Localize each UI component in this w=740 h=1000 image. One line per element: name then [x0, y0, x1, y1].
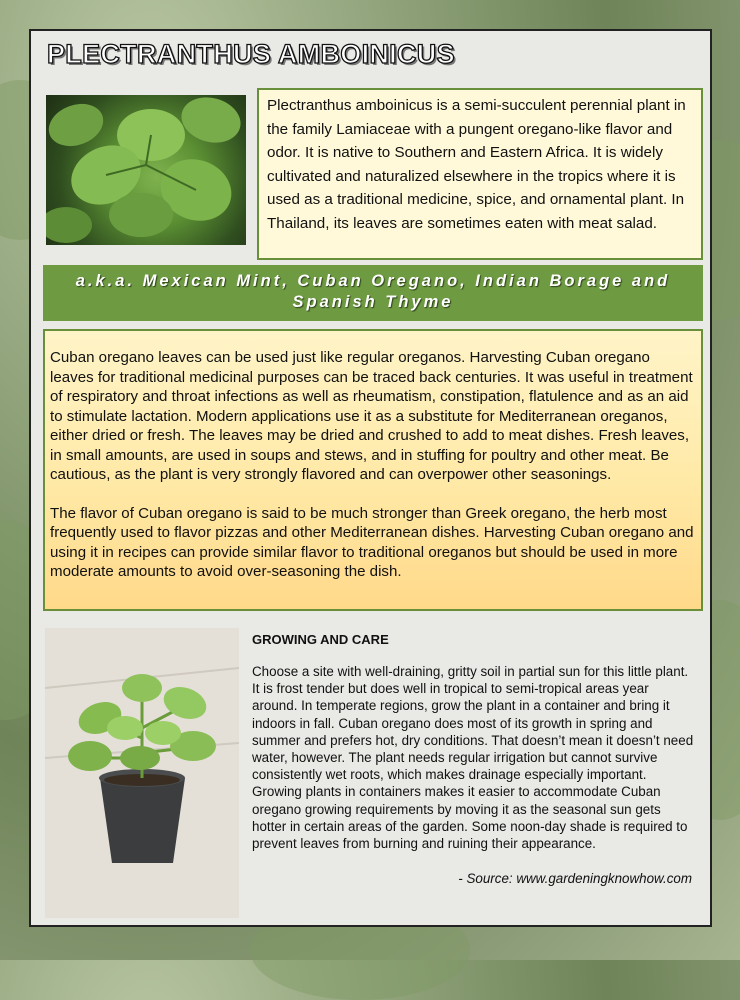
intro-box: Plectranthus amboinicus is a semi-succulent perennial plant in the family Lamiaceae with a pungent oregano-like flavor and odor. It is native to Southern and Eastern Africa. It is widely cultivated and naturalized elsewhere in the tropics where it is used as a traditional medicine, spice, and ornamental plant. In Thailand, its leaves are sometimes eaten with meat salad. — [257, 88, 703, 260]
uses-box — [43, 329, 703, 611]
uses-paragraph-2: The flavor of Cuban oregano is said to be much stronger than Greek oregano, the herb most frequently used to flavor pizzas and other Mediterranean dishes. Harvesting Cuban oregano and using it in recipes can provide similar flavor to traditional oreganos but should be used in more moderate amounts to avoid over-seasoning the dish. — [50, 504, 694, 580]
potted-plant-photo — [45, 628, 239, 918]
content-panel — [29, 29, 712, 927]
source-credit: - Source: www.gardeningknowhow.com — [458, 871, 692, 886]
potted-plant-illustration — [45, 628, 239, 918]
growing-text: Choose a site with well-draining, gritty soil in partial sun for this little plant. It is frost tender but does well in tropical to semi-tropical areas year around. In temperate regions, grow the plant in a container and bring it indoors in fall. Cuban oregano does most of its growth in spring and summer and prefers hot, dry conditions. That doesn’t mean it doesn’t need water, however. The plant needs regular irrigation but cannot survive consistently wet roots, which makes drainage especially important. Growing plants in containers makes it easier to accommodate Cuban oregano growing requirements by moving it as the seasonal sun gets hotter in certain areas of the garden. Some noon-day shade is required to prevent leaves from burning and ruining their appearance. — [252, 664, 694, 852]
leaves-illustration — [46, 95, 246, 245]
uses-paragraph-1: Cuban oregano leaves can be used just like regular oreganos. Harvesting Cuban oregano leaves for traditional medicinal purposes can be traced back centuries. It was useful in treatment of respiratory and throat infections as well as rheumatism, constipation, flatulence and as an aid to stimulate lactation. Modern applications use it as a substitute for Mediterranean oreganos, either dried or fresh. The leaves may be dried and crushed to add to meat dishes. Fresh leaves, in small amounts, are used in soups and stews, and in stuffing for poultry and other meat. Be cautious, as the plant is very strongly flavored and can overpower other seasonings. — [50, 349, 693, 483]
aka-banner: a.k.a. Mexican Mint, Cuban Oregano, Indian Borage and Spanish Thyme — [43, 265, 703, 321]
oregano-leaves-photo — [46, 95, 246, 245]
page-title: PLECTRANTHUS AMBOINICUS — [47, 39, 455, 69]
growing-heading: GROWING AND CARE — [252, 632, 389, 647]
